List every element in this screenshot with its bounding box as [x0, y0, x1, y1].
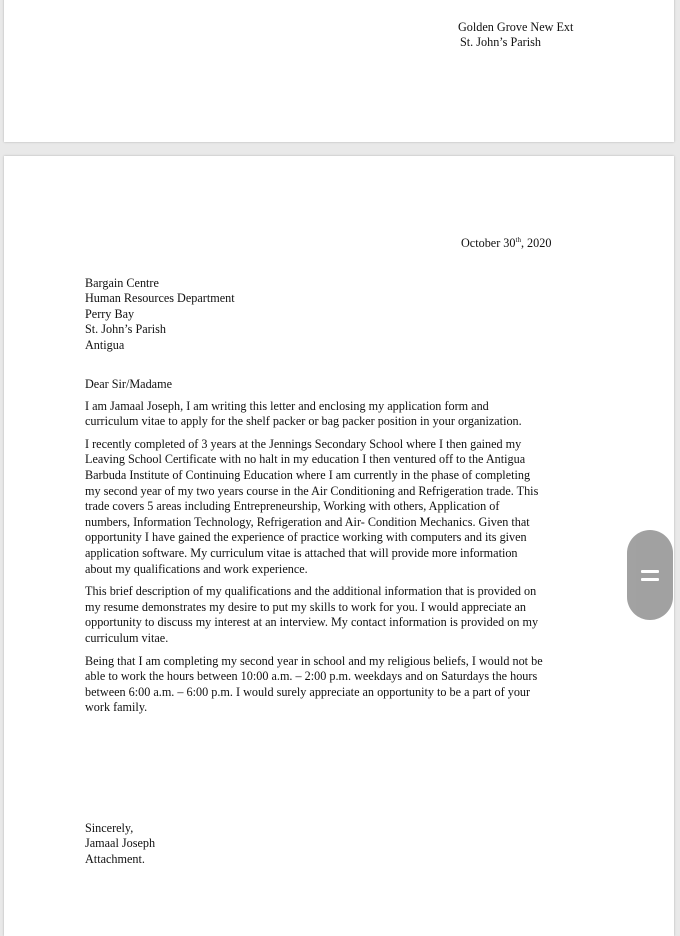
signature-name: Jamaal Joseph: [85, 836, 156, 851]
sender-address-line: St. John’s Parish: [460, 35, 541, 50]
sender-address-line: Golden Grove New Ext: [458, 20, 574, 34]
paragraph-line: Being that I am completing my second year in school and my religious beliefs, I would not be: [85, 653, 543, 668]
paragraph-line: opportunity I have gained the experience of practice working with computers and its given: [85, 530, 527, 545]
date-text: October 30: [461, 236, 516, 250]
paragraph-line: my second year of my two years course in the Air Conditioning and Refrigeration trade. This: [85, 483, 539, 498]
date-year: , 2020: [520, 236, 552, 250]
paragraph-line: work family.: [85, 700, 148, 715]
paragraph-intro: [85, 399, 605, 430]
paragraph-line: trade covers 5 areas including Entrepreneurship, Working with others, Application of: [85, 499, 500, 514]
paragraph-line: between 6:00 a.m. – 6:00 p.m. I would surely appreciate an opportunity to be a part of your: [85, 684, 531, 699]
paragraph-line: opportunity to discuss my interest at an interview. My contact information is provided on my: [85, 615, 539, 630]
paragraph-line: numbers, Information Technology, Refrigeration and Air- Condition Mechanics. Given that: [85, 514, 530, 529]
sender-address: [458, 20, 573, 51]
letter-body: [85, 377, 605, 723]
paragraph-line: about my qualifications and work experience.: [85, 561, 308, 576]
valediction: Sincerely,: [85, 821, 134, 835]
date-ordinal: th: [515, 235, 521, 244]
paragraph-line: curriculum vitae to apply for the shelf packer or bag packer position in your organization.: [85, 414, 522, 429]
paragraph-availability: [85, 654, 605, 716]
paragraph-line: application software. My curriculum vitae is attached that will provide more information: [85, 545, 518, 560]
paragraph-line: my resume demonstrates my desire to put my skills to work for you. I would appreciate an: [85, 599, 527, 614]
enclosure-note: Attachment.: [85, 851, 145, 866]
recipient-address: [85, 276, 235, 353]
scroll-handle[interactable]: [627, 530, 673, 620]
document-page-1: [4, 0, 674, 142]
paragraph-line: Barbuda Institute of Continuing Education where I am currently in the phase of completing: [85, 467, 531, 482]
recipient-line: Perry Bay: [85, 306, 135, 321]
paragraph-line: able to work the hours between 10:00 a.m. – 2:00 p.m. weekdays and on Saturdays the hours: [85, 669, 538, 684]
paragraph-line: I recently completed of 3 years at the Jennings Secondary School where I then gained my: [85, 436, 522, 451]
recipient-line: St. John’s Parish: [85, 322, 166, 337]
letter-closing: [85, 821, 155, 867]
recipient-line: Bargain Centre: [85, 276, 159, 290]
letter-date: [461, 236, 551, 251]
paragraph-line: curriculum vitae.: [85, 630, 169, 645]
recipient-line: Human Resources Department: [85, 291, 235, 306]
paragraph-education: [85, 437, 605, 577]
recipient-line: Antigua: [85, 337, 125, 352]
paragraph-line: This brief description of my qualifications and the additional information that is provided on: [85, 584, 537, 599]
paragraph-line: I am Jamaal Joseph, I am writing this letter and enclosing my application form and: [85, 398, 489, 413]
document-page-2: [4, 156, 674, 936]
paragraph-line: Leaving School Certificate with no halt in my education I then ventured off to the Antigua: [85, 452, 526, 467]
salutation: Dear Sir/Madame: [85, 377, 172, 391]
paragraph-qualifications: [85, 584, 605, 646]
